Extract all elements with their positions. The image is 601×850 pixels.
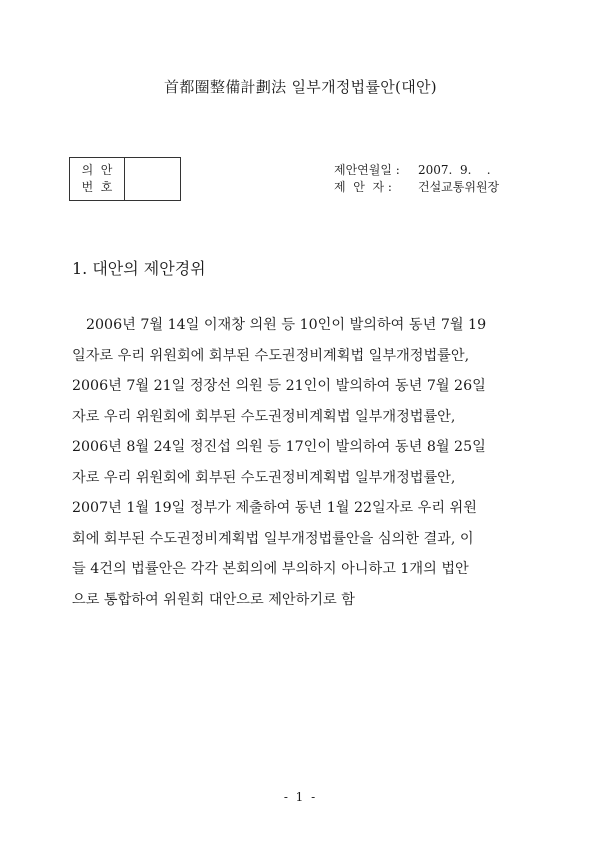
- paragraph-line: 으로 통합하여 위원회 대안으로 제안하기로 함: [72, 591, 355, 608]
- paragraph-line: 회에 회부된 수도권정비계획법 일부개정법률안을 심의한 결과, 이: [72, 530, 474, 547]
- document-title: 首都圈整備計劃法 일부개정법률안(대안): [164, 78, 437, 96]
- proposer-label: 제 안 자 :: [334, 180, 392, 194]
- proposer-row: [334, 179, 499, 196]
- bill-number-label-line-2: 번 호: [81, 180, 113, 194]
- section-heading: 1. 대안의 제안경위: [72, 259, 206, 278]
- proposal-background-paragraph: [72, 310, 532, 615]
- page-number: - 1 -: [283, 790, 318, 804]
- proposal-meta: [334, 162, 499, 196]
- proposal-date-value: 2007. 9. .: [418, 163, 491, 177]
- paragraph-line: 들 4건의 법률안은 각각 본회의에 부의하지 아니하고 1개의 법안: [72, 561, 469, 577]
- paragraph-line: 자로 우리 위원회에 회부된 수도권정비계획법 일부개정법률안,: [72, 469, 456, 486]
- paragraph-line: 2007년 1월 19일 정부가 제출하여 동년 1월 22일자로 우리 위원: [72, 500, 477, 516]
- paragraph-line: 자로 우리 위원회에 회부된 수도권정비계획법 일부개정법률안,: [72, 408, 456, 425]
- proposal-date-label: 제안연월일 :: [334, 163, 400, 177]
- paragraph-line: 일자로 우리 위원회에 회부된 수도권정비계획법 일부개정법률안,: [72, 347, 470, 364]
- bill-number-box: [69, 157, 181, 201]
- proposer-value: 건설교통위원장: [418, 180, 500, 194]
- bill-number-label-line-1: 의 안: [81, 163, 113, 177]
- bill-number-label: [70, 158, 125, 200]
- proposal-date-row: [334, 162, 499, 179]
- paragraph-line: 2006년 8월 24일 정진섭 의원 등 17인이 발의하여 동년 8월 25일: [72, 439, 486, 455]
- paragraph-line: 2006년 7월 21일 정장선 의원 등 21인이 발의하여 동년 7월 26일: [72, 378, 486, 394]
- paragraph-line: 2006년 7월 14일 이재창 의원 등 10인이 발의하여 동년 7월 19: [86, 317, 487, 333]
- bill-number-value: [125, 158, 180, 200]
